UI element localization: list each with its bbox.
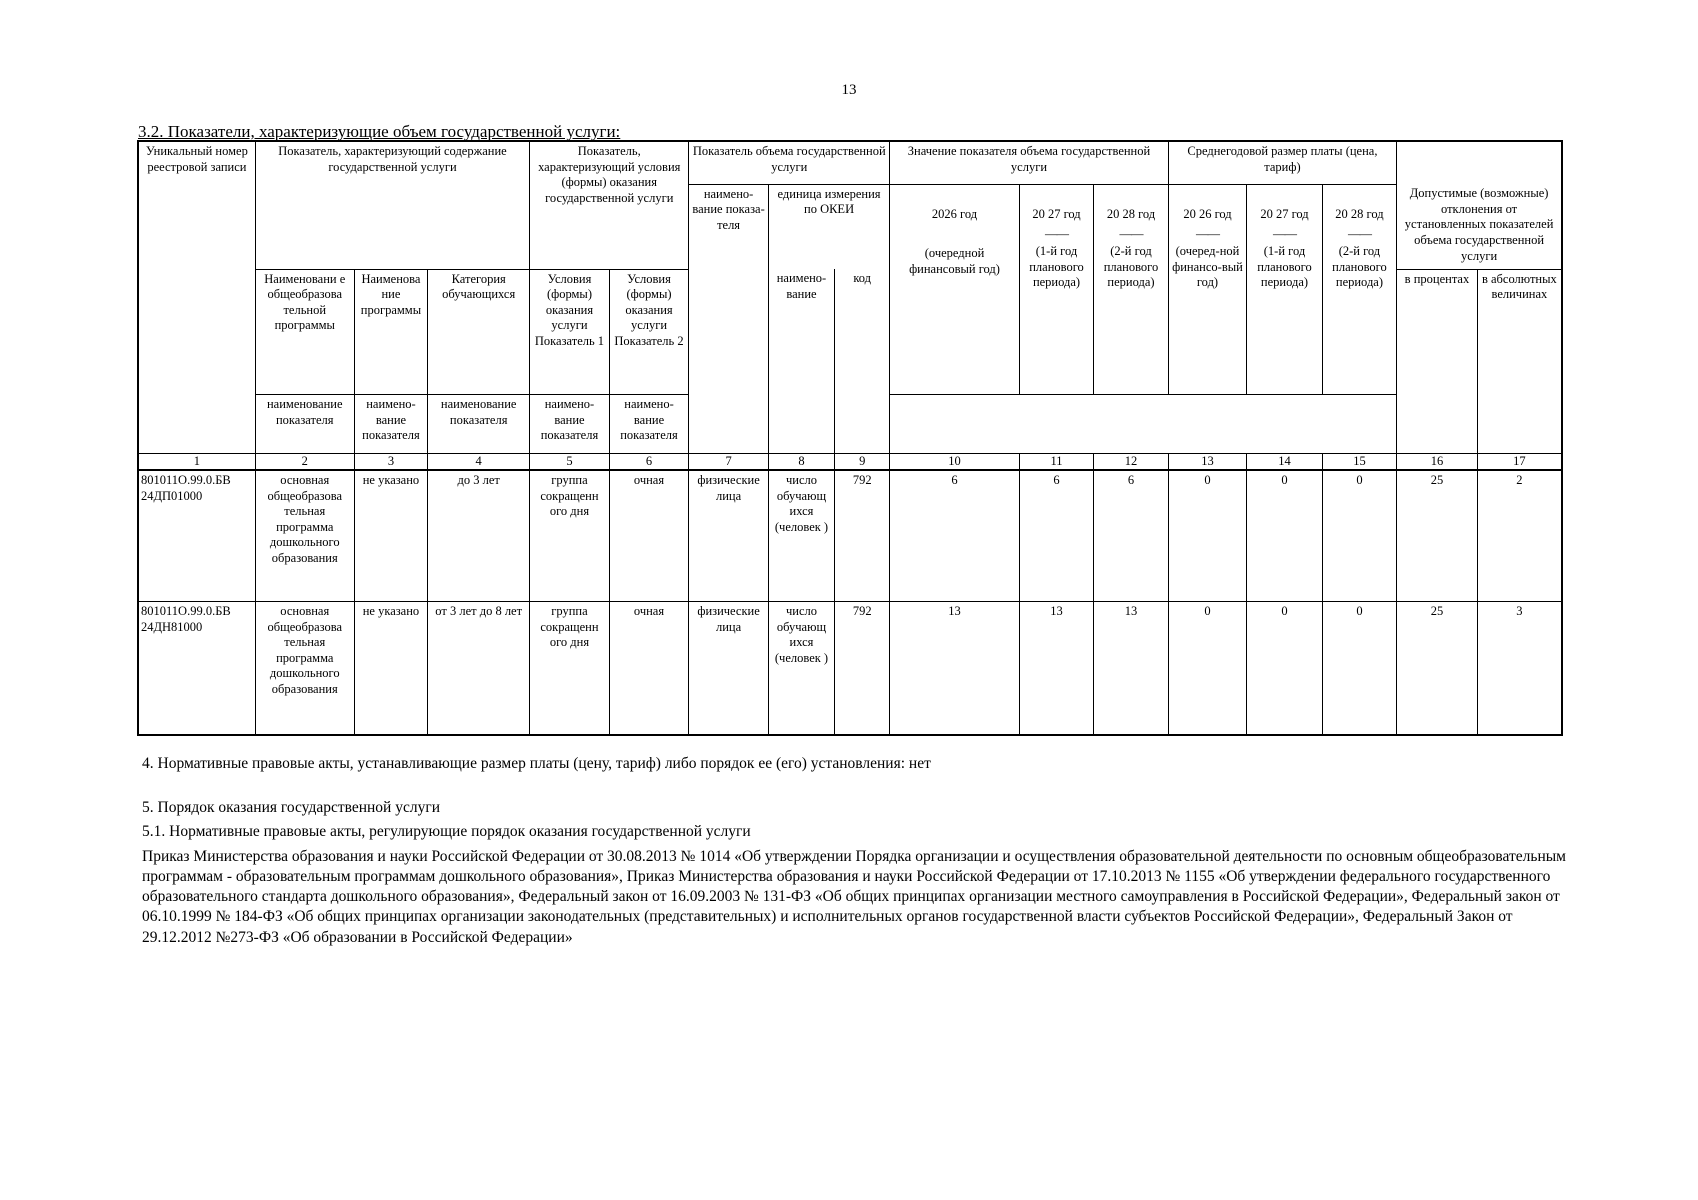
header-dev-absolute: в абсолютных величинах (1477, 269, 1562, 454)
column-number: 15 (1322, 454, 1396, 470)
cell-registry-number: 801011О.99.0.БВ 24ДН81000 (138, 601, 255, 735)
header-volume-indicator: Показатель объема государственной услуги (689, 141, 890, 184)
section-5-1-body: Приказ Министерства образования и науки Российской Федерации от 30.08.2013 № 1014 «Об утверждении Порядка организации и осуществления образовательной деятельности по основным общеобразовательным программам - образовательным программам дошкольного образования», Приказ Министерства образования и науки Российской Федерации от 17.10.2013 № 1155 «Об утверждении федерального государственного образовательного стандарта дошкольного образования», Федеральный закон от 16.09.2003 № 131-ФЗ «Об общих принципах организации местного самоуправления в Российской Федерации», Федеральный закон от 06.10.1999 № 184-ФЗ «Об общих принципах организации законодательных (представительных) и исполнительных органов государственной власти субъектов Российской Федерации», Федеральный Закон от 29.12.2012 №273-ФЗ «Об образовании в Российской Федерации» (142, 848, 1566, 946)
page-number: 13 (841, 82, 857, 98)
cell-dev-absolute: 2 (1477, 470, 1562, 602)
column-number: 6 (609, 454, 689, 470)
column-number: 14 (1247, 454, 1322, 470)
section-4-fee-acts: 4. Нормативные правовые акты, устанавливающие размер платы (цену, тариф) либо порядок ее (его) установления: нет (142, 755, 931, 772)
header-unit-okei: единица измерения по ОКЕИ (768, 184, 889, 269)
cell-dev-percent: 25 (1397, 601, 1478, 735)
column-number: 1 (138, 454, 255, 470)
year-2026-label: 2026 год (931, 206, 978, 221)
column-number: 17 (1477, 454, 1562, 470)
cell-value-2027: 13 (1019, 601, 1093, 735)
fee-2027-note: (1-й год планового периода) (1257, 243, 1312, 290)
cell-program-name: основная общеобразова тельная программа дошкольного образования (255, 470, 354, 602)
column-number: 3 (354, 454, 427, 470)
cell-fee-2028: 0 (1322, 470, 1396, 602)
column-numbers-row (138, 454, 1562, 470)
indicator-name-1: наименование показателя (255, 394, 354, 454)
header-deviations: Допустимые (возможные) отклонения от установленных показателей объема государственной услуги (1397, 184, 1562, 269)
column-number: 9 (835, 454, 890, 470)
header-fee-2028 (1322, 184, 1396, 394)
header-dev-percent: в процентах (1397, 269, 1478, 454)
column-number: 2 (255, 454, 354, 470)
col-condition-1: Условия (формы) оказания услуги Показатель 1 (530, 269, 610, 394)
header-avg-fee: Среднегодовой размер платы (цена, тариф) (1168, 141, 1396, 184)
year-2027-note: (1-й год планового периода) (1029, 243, 1084, 290)
header-values-spacer (890, 394, 1397, 454)
fee-2027-dash: —— (1272, 227, 1296, 242)
col-program-name: Наименовани е общеобразова тельной программы (255, 269, 354, 394)
column-number: 12 (1094, 454, 1168, 470)
year-2027-dash: —— (1045, 227, 1068, 242)
cell-program-title: не указано (354, 470, 427, 602)
fee-2028-dash: —— (1347, 227, 1371, 242)
cell-fee-2028: 0 (1322, 601, 1396, 735)
cell-unit-name: число обучающ ихся (человек ) (768, 601, 834, 735)
cell-category: до 3 лет (428, 470, 530, 602)
cell-dev-percent: 25 (1397, 470, 1478, 602)
cell-registry-number: 801011О.99.0.БВ 24ДП01000 (138, 470, 255, 602)
cell-dev-absolute: 3 (1477, 601, 1562, 735)
column-number: 13 (1168, 454, 1247, 470)
indicator-name-5: наимено-вание показателя (609, 394, 689, 454)
cell-value-2027: 6 (1019, 470, 1093, 602)
cell-unit-name: число обучающ ихся (человек ) (768, 470, 834, 602)
section-title: 3.2. Показатели, характеризующие объем государственной услуги: (138, 122, 621, 141)
cell-value-2028: 6 (1094, 470, 1168, 602)
table-row (138, 470, 1562, 602)
indicator-name-4: наимено-вание показателя (530, 394, 610, 454)
year-2028-label: 20 28 год (1106, 206, 1156, 221)
header-unit-code (835, 269, 890, 454)
cell-indicator-name: физические лица (689, 601, 769, 735)
column-number: 7 (689, 454, 769, 470)
header-vol-name: наимено-вание показа-теля (689, 184, 769, 454)
indicator-name-2: наимено-вание показателя (354, 394, 427, 454)
column-number: 16 (1397, 454, 1478, 470)
cell-fee-2027: 0 (1247, 470, 1322, 602)
header-year-2028 (1094, 184, 1168, 394)
header-deviations-top (1397, 141, 1562, 184)
cell-condition-2: очная (609, 470, 689, 602)
fee-2026-dash: —— (1195, 227, 1219, 242)
section-5-1-title: 5.1. Нормативные правовые акты, регулирующие порядок оказания государственной услуги (142, 823, 751, 840)
cell-program-title: не указано (354, 601, 427, 735)
fee-2028-note: (2-й год планового периода) (1332, 243, 1387, 290)
header-content-indicator: Показатель, характеризующий содержание государственной услуги (255, 141, 529, 269)
fee-2026-note: (очеред-ной финансо-вый год) (1172, 243, 1243, 290)
column-number: 4 (428, 454, 530, 470)
column-number: 11 (1019, 454, 1093, 470)
cell-condition-2: очная (609, 601, 689, 735)
cell-unit-code: 792 (835, 470, 890, 602)
column-number: 8 (768, 454, 834, 470)
cell-condition-1: группа сокращенн ого дня (530, 470, 610, 602)
cell-fee-2026: 0 (1168, 470, 1247, 602)
cell-indicator-name: физические лица (689, 470, 769, 602)
column-number: 5 (530, 454, 610, 470)
year-2028-dash: —— (1119, 227, 1143, 242)
fee-2026-label: 20 26 год (1183, 206, 1232, 221)
header-unit-name (768, 269, 834, 454)
cell-value-2026: 13 (890, 601, 1020, 735)
cell-unit-code: 792 (835, 601, 890, 735)
year-2028-note: (2-й год планового периода) (1103, 243, 1159, 290)
column-number: 10 (890, 454, 1020, 470)
col-category: Категория обучающихся (428, 269, 530, 394)
cell-value-2028: 13 (1094, 601, 1168, 735)
header-year-2026 (890, 184, 1020, 394)
volume-indicators-table (137, 140, 1563, 736)
cell-value-2026: 6 (890, 470, 1020, 602)
header-conditions-indicator: Показатель, характеризующий условия (формы) оказания государственной услуги (530, 141, 689, 269)
fee-2027-label: 20 27 год (1260, 206, 1309, 221)
header-unique-number: Уникальный номер реестровой записи (138, 141, 255, 454)
cell-program-name: основная общеобразова тельная программа дошкольного образования (255, 601, 354, 735)
header-fee-2026 (1168, 184, 1247, 394)
header-fee-2027 (1247, 184, 1322, 394)
year-2026-note: (очередной финансовый год) (909, 246, 1000, 276)
table-row (138, 601, 1562, 735)
indicator-name-3: наименование показателя (428, 394, 530, 454)
section-5-title: 5. Порядок оказания государственной услуги (142, 799, 440, 816)
col-condition-2: Условия (формы) оказания услуги Показатель 2 (609, 269, 689, 394)
cell-condition-1: группа сокращенн ого дня (530, 601, 610, 735)
header-volume-value: Значение показателя объема государственной услуги (890, 141, 1168, 184)
year-2027-label: 20 27 год (1032, 206, 1081, 221)
cell-fee-2026: 0 (1168, 601, 1247, 735)
col-program-title: Наименова ние программы (354, 269, 427, 394)
unit-name-label: наимено-вание (776, 271, 827, 301)
unit-code-label: код (853, 271, 872, 286)
header-year-2027 (1019, 184, 1093, 394)
cell-fee-2027: 0 (1247, 601, 1322, 735)
fee-2028-label: 20 28 год (1335, 206, 1384, 221)
cell-category: от 3 лет до 8 лет (428, 601, 530, 735)
